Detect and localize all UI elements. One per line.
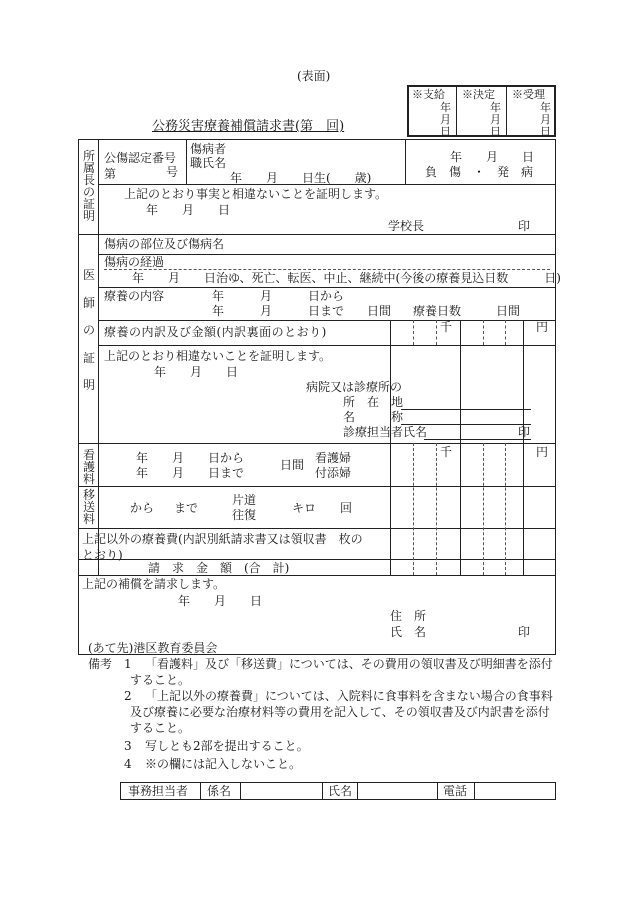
- principal-date: 年 月 日: [146, 203, 231, 217]
- staff-label: 事務担当者: [128, 784, 189, 798]
- nursing-side-label: 看 護 料: [82, 448, 95, 486]
- id-label: 公傷認定番号 第: [104, 151, 177, 182]
- breakdown-label: 療養の内訳及び金額(内訳裏面のとおり): [104, 325, 327, 339]
- injury-date: 年 月 日: [450, 150, 535, 164]
- birth-date: 年 月 日生( 歳): [230, 171, 372, 185]
- transport-side-label: 移 送 料: [82, 488, 95, 526]
- principal-sig: 学校長: [388, 219, 425, 233]
- treatment-label: 療養の内容: [104, 289, 165, 303]
- phone-label: 電話: [443, 784, 468, 798]
- stamp-receipt: ※受理: [512, 88, 545, 101]
- claimant-name: 氏 名: [390, 625, 427, 639]
- form-title: 公務災害療養補償請求書(第 回): [152, 119, 345, 134]
- staff-name-label: 氏名: [328, 784, 353, 798]
- stamp-payment: ※支給: [412, 88, 445, 101]
- doctor-date: 年 月 日: [154, 365, 239, 379]
- patient-label: 傷病者: [190, 142, 227, 156]
- note-3: 写しとも2部を提出すること。: [145, 739, 309, 753]
- total-label: 請 求 金 額 (合 計): [148, 561, 290, 575]
- claim-date: 年 月 日: [178, 594, 263, 608]
- addressee: (あて先)港区教育委員会: [88, 641, 218, 655]
- address-label: 所 在 地: [343, 395, 404, 409]
- doctor-name-label: 診療担当者氏名: [343, 425, 428, 439]
- notes-label: 備考: [88, 657, 113, 671]
- principal-certify: 上記のとおり事実と相違ないことを証明します。: [124, 187, 388, 201]
- section-label: 係名: [207, 784, 232, 798]
- stamp-decision: ※決定: [462, 88, 495, 101]
- part-label: 傷病の部位及び傷病名: [104, 237, 225, 251]
- claim-text: 上記の補償を請求します。: [82, 577, 226, 591]
- injury-type: 負 傷 ・ 発 病: [425, 165, 534, 179]
- doctor-side-label: 医 師 の 証 明: [82, 268, 95, 393]
- hospital-name-label: 名 称: [343, 410, 404, 424]
- course-text: 年 月 日治ゆ、死亡、転医、中止、継続中(今後の療養見込日数 日): [132, 271, 561, 285]
- name-label: 職氏名: [190, 156, 227, 170]
- other-label: 上記以外の療養費(内訳別紙請求書又は領収書 枚のとおり): [82, 532, 363, 563]
- principal-side-label: 所 属 長 の 証 明: [82, 149, 95, 223]
- doctor-certify: 上記のとおり相違ないことを証明します。: [104, 349, 332, 363]
- note-1: 「看護料」及び「移送費」については、その費用の領収書及び明細書を添付: [145, 657, 553, 671]
- side-label: (表面): [297, 69, 331, 83]
- note-4: ※の欄には記入しないこと。: [145, 757, 302, 771]
- treat-days: 療養日数: [413, 304, 462, 318]
- note-2: 「上記以外の療養費」については、入院料に食事料を含まない場合の食事料: [145, 689, 553, 703]
- course-label: 傷病の経過: [104, 255, 165, 269]
- claimant-address: 住 所: [390, 609, 427, 623]
